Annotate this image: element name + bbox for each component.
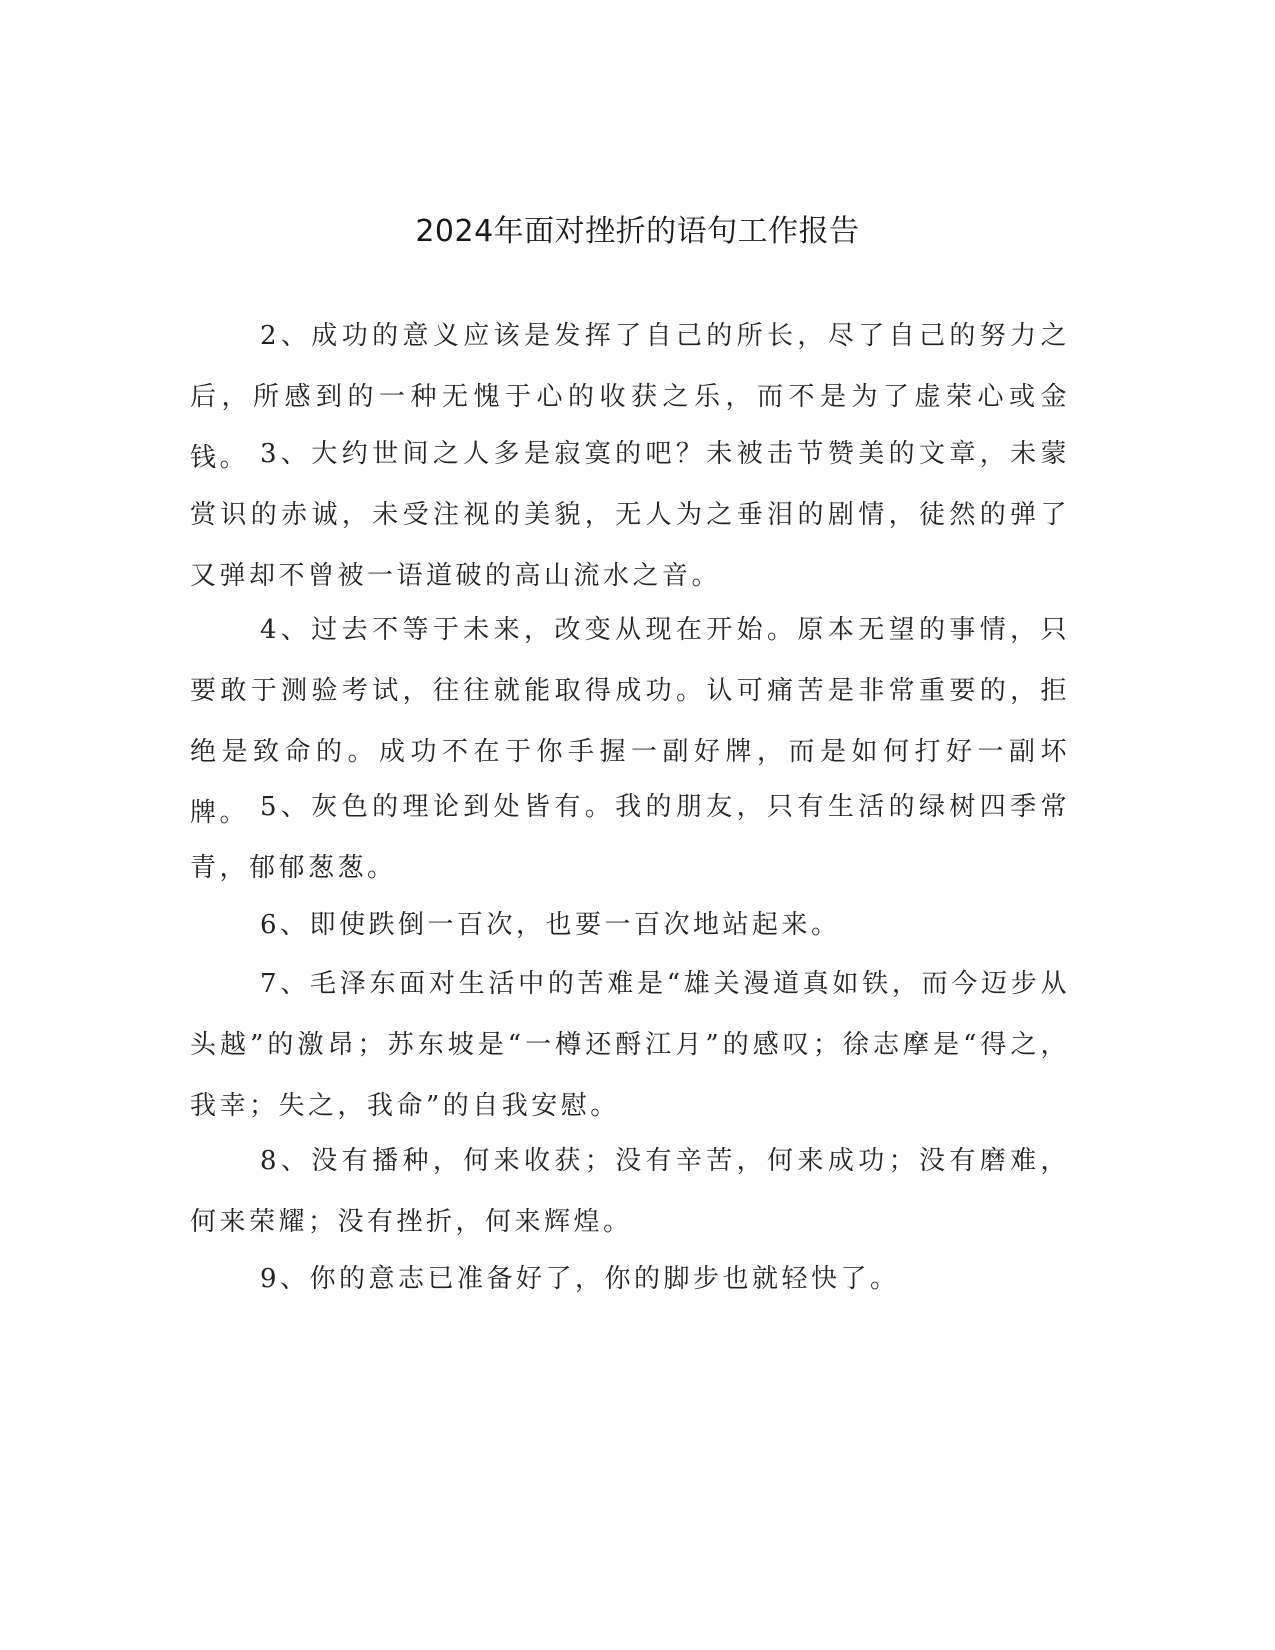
- paragraph-5: 5、灰色的理论到处皆有。我的朋友，只有生活的绿树四季常青，郁郁葱葱。: [190, 792, 1070, 883]
- paragraph-4: 4、过去不等于未来，改变从现在开始。原本无望的事情，只要敢于测验考试，往往就能取得成功。认可痛苦是非常重要的，拒绝是致命的。成功不在于你手握一副好牌，而是如何打好一副坏牌。: [190, 615, 1070, 828]
- paragraph-9: 9、你的意志已准备好了，你的脚步也就轻快了。: [260, 1264, 900, 1294]
- paragraph-7: 7、毛泽东面对生活中的苦难是“雄关漫道真如铁，而今迈步从头越”的激昂；苏东坡是“一樽还酹江月”的感叹；徐志摩是“得之，我幸；失之，我命”的自我安慰。: [190, 969, 1070, 1121]
- paragraph-3: 3、大约世间之人多是寂寞的吧？未被击节赞美的文章，未蒙赏识的赤诚，未受注视的美貌，无人为之垂泪的剧情，徒然的弹了又弹却不曾被一语道破的高山流水之音。: [190, 439, 1070, 591]
- document-title: 2024年面对挫折的语句工作报告: [415, 214, 860, 249]
- paragraph-2: 2、成功的意义应该是发挥了自己的所长，尽了自己的努力之后，所感到的一种无愧于心的收获之乐，而不是为了虚荣心或金钱。: [190, 321, 1070, 473]
- paragraph-6: 6、即使跌倒一百次，也要一百次地站起来。: [260, 910, 841, 940]
- paragraph-8: 8、没有播种，何来收获；没有辛苦，何来成功；没有磨难，何来荣耀；没有挫折，何来辉煌。: [190, 1146, 1070, 1237]
